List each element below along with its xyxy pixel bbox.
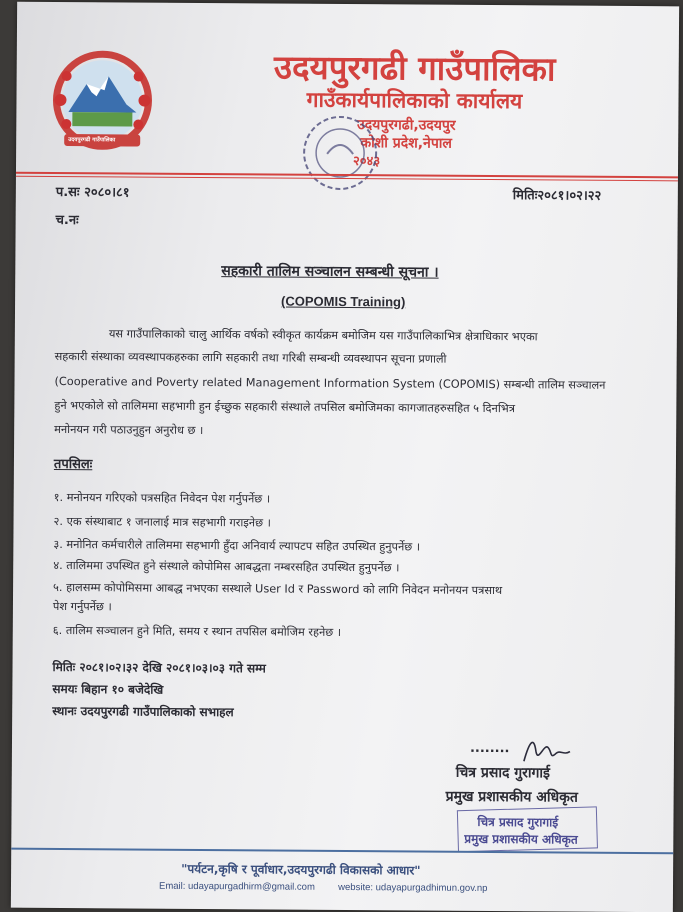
office-name: गाउँकार्यपालिकाको कार्यालय — [306, 87, 523, 114]
list-item: ६. तालिम सञ्चालन हुने मिति, समय र स्थान तपसिल बमोजिम रहनेछ । — [52, 623, 342, 639]
stamp-name: चित्र प्रसाद गुरागाई — [477, 814, 559, 830]
body-line: (Cooperative and Poverty related Management Information System (COPOMIS) सम्बन्धी तालिम सञ्चालन — [54, 374, 606, 392]
letter-date: मितिः२०८१।०२।२२ — [512, 188, 602, 204]
org-name: उदयपुरगढी गाउँपालिका — [273, 47, 556, 89]
dispatch-number: च.नः — [55, 212, 79, 229]
subject-subtitle: (COPOMIS Training) — [281, 293, 406, 310]
address-line-2: कोशी प्रदेश,नेपाल — [360, 135, 452, 152]
footer-website: website: udayapurgadhimun.gov.np — [338, 881, 488, 895]
body-line: हुने भएकोले सो तालिममा सहभागी हुन ईच्छुक सहकारी संस्थाले तपसिल बमोजिमका कागजातहरुसहित ५ दिनभित्र — [54, 398, 516, 416]
signatory-title: प्रमुख प्रशासकीय अधिकृत — [445, 788, 578, 806]
body-line: यस गाउँपालिकाको चालु आर्थिक वर्षको स्वीकृत कार्यक्रम बमोजिम यस गाउँपालिकाभित्र क्षेत्राधिकार भएका — [108, 327, 538, 344]
list-item: २. एक संस्थाबाट १ जनालाई मात्र सहभागी गराइनेछ । — [53, 514, 271, 530]
schedule-date: मितिः २०८१।०२।३२ देखि २०८१।०३।०३ गते सम्म — [52, 659, 266, 676]
signatory-name: चित्र प्रसाद गुरागाई — [455, 764, 550, 782]
subject-heading: सहकारी तालिम सञ्चालन सम्बन्धी सूचना । — [221, 263, 439, 281]
footer-email: Email: udayapurgadhirm@gmail.com — [158, 880, 315, 893]
reference-number: प.सः २०८०।८१ — [55, 184, 130, 201]
list-item: ४. तालिममा उपस्थित हुने संस्थाले कोपोमिस आबद्धता नम्बरसहित उपस्थित हुनुपर्नेछ । — [53, 558, 400, 575]
details-heading: तपसिलः — [53, 456, 93, 473]
schedule-time: समयः बिहान १० बजेदेखि — [52, 681, 164, 697]
letter-page — [11, 2, 679, 912]
schedule-venue: स्थानः उदयपुरगढी गाउँपालिकाको सभाहल — [52, 703, 234, 720]
body-line: सहकारी संस्थाका व्यवस्थापकहरुका लागि सहकारी तथा गरिबी सम्बन्धी व्यवस्थापन सूचना प्रणाली — [54, 349, 447, 366]
footer-contact — [159, 881, 488, 894]
emblem-caption: उदयपुरगढी गाउँपालिका — [68, 137, 116, 144]
footer-slogan: "पर्यटन,कृषि र पूर्वाधार,उदयपुरगढी विकासको आधार" — [181, 861, 421, 878]
stamp-title: प्रमुख प्रशासकीय अधिकृत — [464, 831, 578, 847]
list-item: ३. मनोनित कर्मचारीले तालिममा सहभागी हुँदा अनिवार्य ल्यापटप सहित उपस्थित हुनुपर्नेछ । — [53, 537, 421, 554]
list-item: पेश गर्नुपर्नेछ । — [52, 599, 112, 614]
address-line-1: उदयपुरगढी,उदयपुर — [356, 117, 456, 134]
list-item: ५. हालसम्म कोपोमिसमा आबद्ध नभएका सस्थाले User Id र Password को लागि निवेदन मनोनयन पत्रसाथ — [53, 580, 503, 598]
body-line: मनोनयन गरी पठाउनुहुन अनुरोध छ । — [54, 422, 204, 438]
office-stamp-icon — [299, 112, 382, 195]
year-mark: २०४३ — [353, 154, 381, 170]
list-item: १. मनोनयन गरिएको पत्रसहित निवेदन पेश गर्नुपर्नेछ । — [53, 490, 271, 506]
signature-dots: ........ — [469, 740, 510, 757]
